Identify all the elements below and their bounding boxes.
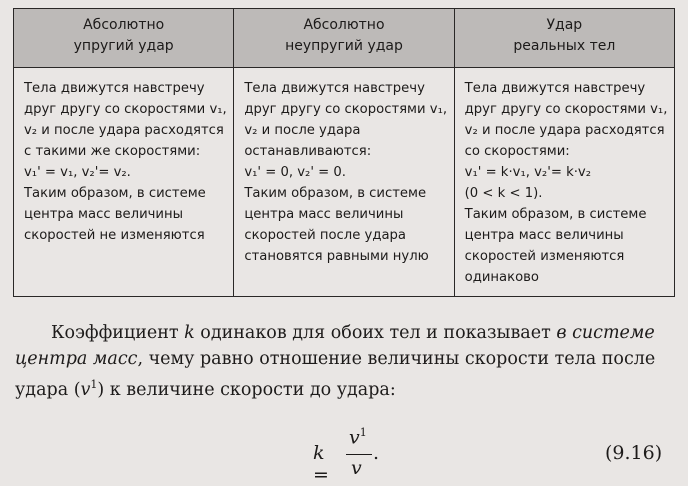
- cell-conclusion: Таким образом, в системе центра масс величины скоростей не изменяются: [24, 186, 206, 243]
- cell-conclusion: Таким образом, в системе центра масс величины скоростей изменяются одинаково: [464, 207, 647, 285]
- para-emphasis: в системе центра масс: [15, 323, 655, 369]
- velocity-superscript: 1: [90, 378, 98, 391]
- formula-9-16: [0, 418, 688, 486]
- table-header-row: [14, 9, 675, 68]
- velocity-symbol: v: [80, 379, 91, 400]
- body-paragraph: [15, 320, 675, 403]
- para-text-4: ) к величине скорости до удара:: [97, 379, 396, 400]
- cell-inelastic: [234, 68, 454, 297]
- coefficient-symbol: k: [184, 323, 195, 343]
- cell-formula: v₁' = v₁, v₂'= v₂.: [24, 165, 131, 180]
- para-text-1: Коэффициент: [51, 323, 185, 343]
- para-text-2: одинаков для обоих тел и показывает: [194, 323, 557, 343]
- collision-comparison-table: [13, 8, 675, 297]
- equation-number: (9.16): [605, 442, 663, 464]
- header-elastic: Абсолютно упругий удар: [14, 9, 234, 68]
- cell-text: Тела движутся навстречу друг другу со скоростями v₁, v₂ и после удара расходятся со скоростями:: [464, 81, 668, 159]
- header-inelastic: Абсолютно неупругий удар: [234, 9, 454, 68]
- header-real: Удар реальных тел: [454, 9, 674, 68]
- cell-real: [454, 68, 674, 297]
- table-row: [14, 68, 675, 297]
- cell-formula: v₁' = k·v₁, v₂'= k·v₂: [464, 165, 591, 180]
- cell-condition: (0 < k < 1).: [464, 186, 543, 201]
- cell-text: Тела движутся навстречу друг другу со скоростями v₁, v₂ и после удара останавливаются:: [244, 81, 448, 159]
- formula-period: .: [373, 442, 380, 464]
- cell-formula: v₁' = 0, v₂' = 0.: [244, 165, 346, 180]
- cell-text: Тела движутся навстречу друг другу со скоростями v₁, v₂ и после удара расходятся с такими же скоростями:: [24, 81, 227, 159]
- para-text-3: , чему равно отношение величины скорости тела после удара (: [15, 349, 656, 400]
- cell-elastic: [14, 68, 234, 297]
- fraction-bar: [346, 454, 372, 455]
- formula-denominator: v: [351, 457, 362, 479]
- cell-conclusion: Таким образом, в системе центра масс величины скоростей после удара становятся равными нулю: [244, 186, 429, 264]
- formula-lhs: k =: [313, 442, 329, 486]
- formula-numerator: $v^1$: [349, 426, 367, 449]
- numerator-superscript: 1: [359, 426, 367, 439]
